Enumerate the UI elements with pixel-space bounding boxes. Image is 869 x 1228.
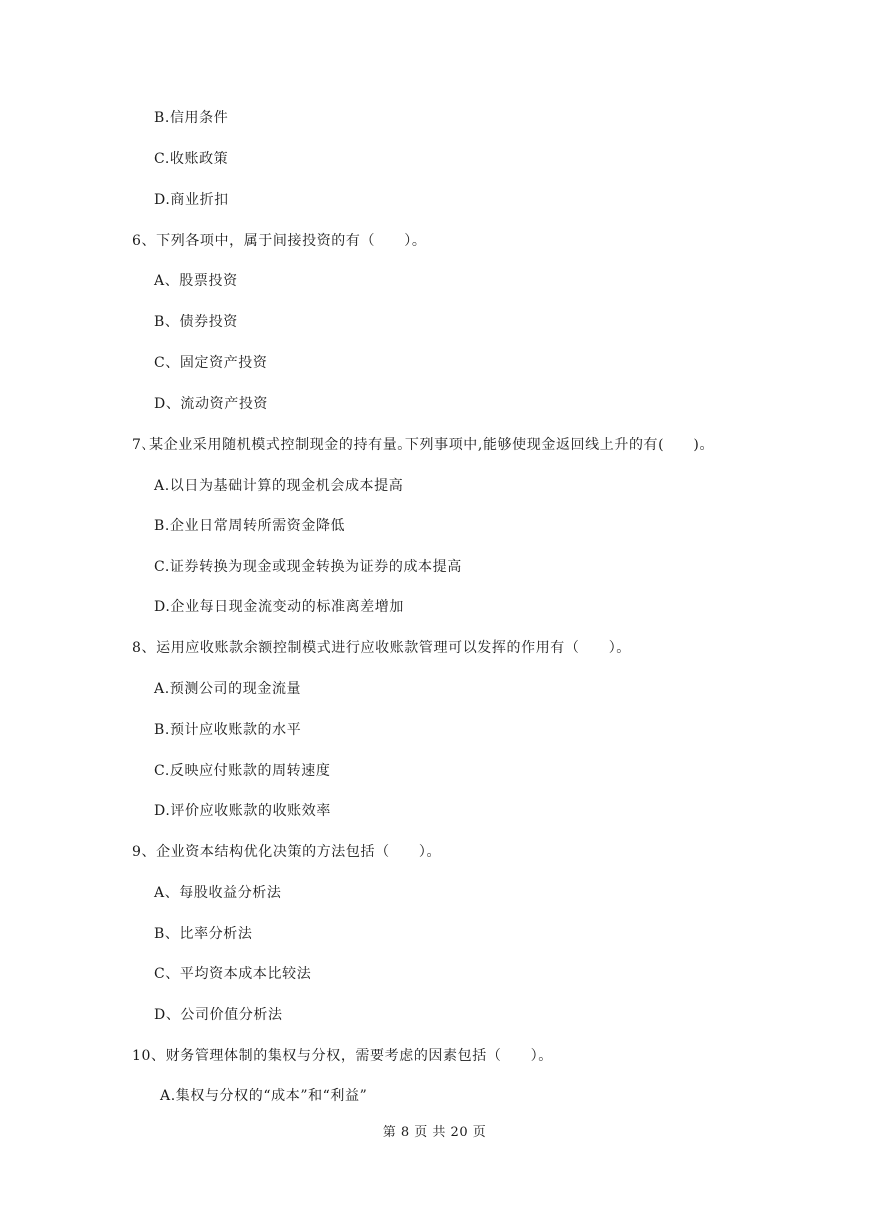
q6-option-a: A、股票投资: [154, 273, 238, 289]
q9-question: 9、企业资本结构优化决策的方法包括（ ）。: [132, 844, 442, 860]
q8-option-d: D.评价应收账款的收账效率: [154, 803, 331, 819]
q8-option-c: C.反映应付账款的周转速度: [154, 763, 331, 779]
q10-question: 10、财务管理体制的集权与分权，需要考虑的因素包括（ ）。: [132, 1048, 553, 1064]
q9-option-b: B、比率分析法: [154, 926, 253, 942]
q9-option-d: D、公司价值分析法: [154, 1007, 283, 1023]
q7-question: 7､某企业采用随机模式控制现金的持有量｡下列事项中,能够使现金返回线上升的有( )｡: [132, 437, 708, 453]
q6-option-d: D、流动资产投资: [154, 396, 269, 412]
q8-question: 8、运用应收账款余额控制模式进行应收账款管理可以发挥的作用有（ ）。: [132, 640, 631, 656]
q6-option-b: B、债券投资: [154, 314, 238, 330]
q9-option-a: A、每股收益分析法: [154, 885, 282, 901]
q5-option-b: B.信用条件: [154, 110, 229, 126]
q8-option-a: A.预测公司的现金流量: [154, 681, 302, 697]
q7-option-d: D.企业每日现金流变动的标准离差增加: [154, 599, 404, 615]
q10-option-a: A.集权与分权的“成本”和“利益”: [160, 1088, 368, 1104]
q8-option-b: B.预计应收账款的水平: [154, 722, 302, 738]
q7-option-b: B.企业日常周转所需资金降低: [154, 518, 346, 534]
q9-option-c: C、平均资本成本比较法: [154, 966, 312, 982]
q7-option-c: C.证券转换为现金或现金转换为证券的成本提高: [154, 559, 462, 575]
q5-option-d: D.商业折扣: [154, 192, 229, 208]
q6-option-c: C、固定资产投资: [154, 355, 268, 371]
q5-option-c: C.收账政策: [154, 151, 229, 167]
q7-option-a: A.以日为基础计算的现金机会成本提高: [154, 478, 404, 494]
q6-question: 6、下列各项中，属于间接投资的有（ ）。: [132, 233, 427, 249]
page-number: 第 8 页 共 20 页: [382, 1125, 487, 1140]
